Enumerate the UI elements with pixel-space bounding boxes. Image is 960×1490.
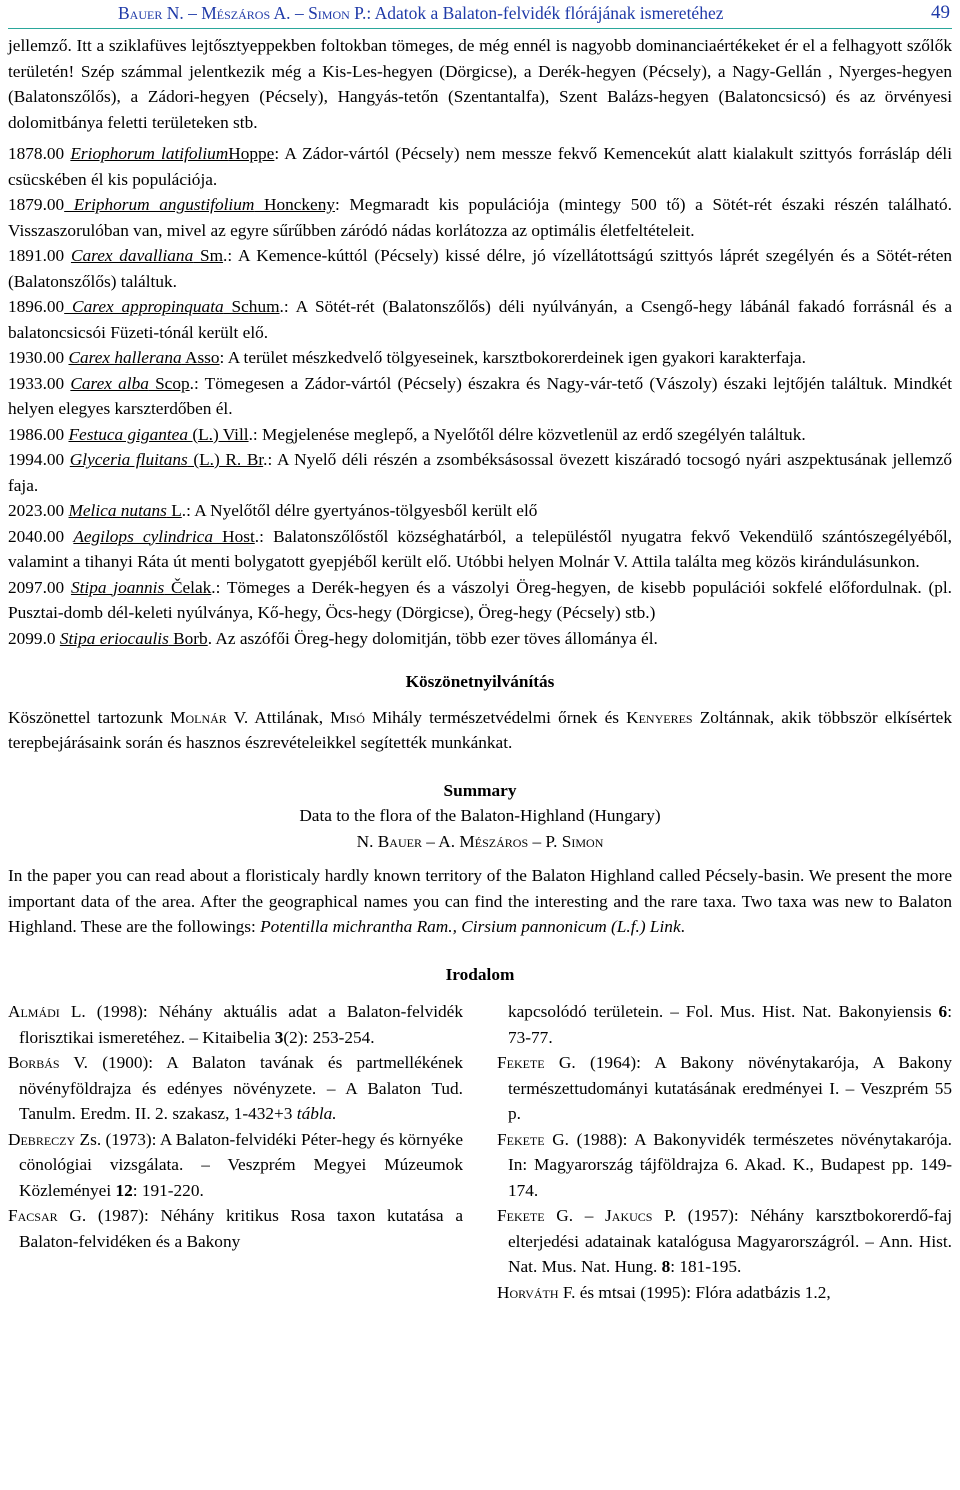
summary-authors — [8, 829, 952, 855]
references-heading: Irodalom — [445, 964, 515, 984]
reference-item — [497, 1203, 952, 1280]
references-left-column — [8, 999, 463, 1305]
ack-heading: Köszönetnyilvánítás — [405, 672, 555, 691]
taxon-list — [8, 141, 952, 651]
entry-text: .: A Nyelőtől délre gyertyános-tölgyesből került elő — [181, 501, 538, 520]
taxon-entry — [8, 141, 952, 192]
taxon-author: Honckeny — [254, 195, 335, 214]
taxon-name: Carex hallerana — [68, 348, 182, 367]
reference-item — [497, 1280, 952, 1306]
entry-text: : A terület mészkedvelő tölgyeseinek, karsztbokorerdeinek igen gyakori karakterfaja. — [219, 348, 806, 367]
reference-author: Fekete — [497, 1206, 545, 1225]
reference-author: Facsar — [8, 1206, 58, 1225]
summary-heading: Summary — [443, 780, 517, 800]
entry-text: . Az aszófői Öreg-hegy dolomitján, több ezer töves állománya él. — [207, 628, 658, 648]
entry-text: .: Tömeges a Derék-hegyen és a vászolyi Öreg-hegyen, de kisebb populációi sokfelé előfordulnak. (pl. Pusztai-domb dél-keleti nyúlványa, Kő-hegy, Öcs-hegy (Dörgicse), Öreg-hegy (Pécsely) stb.) — [8, 577, 952, 622]
reference-text: F. és mtsai (1995): Flóra adatbázis 1.2, — [558, 1282, 831, 1302]
intro-paragraph: jellemző. Itt a sziklafüves lejtősztyeppekben foltokban tömeges, de még ennél is nagyobb dominanciaértékeket ér el a felhagyott szőlők területén! Szép számmal jelentkezik még a Kis-Les-hegyen (Dörgicse), a Derék-hegyen (Pécsely), a Nagy-Gellán , Nyerges-hegyen (Balatonszőlős), a Zádori-hegyen (Pécsely), Hangyás-tetőn (Szentantalfa), Szent Balázs-hegyen (Balatoncsicsó) és az örvényesi dolomitbánya feletti területeken stb. — [8, 36, 952, 132]
author-name: Mészáros — [459, 831, 529, 851]
taxon-entry — [8, 498, 952, 524]
taxon-entry — [8, 447, 952, 498]
reference-author: Fekete — [497, 1129, 545, 1149]
page — [8, 0, 952, 1305]
author-name: Simon — [561, 831, 604, 851]
taxon-author: Hoppe — [228, 144, 275, 163]
reference-italic: tábla. — [296, 1104, 337, 1123]
reference-volume: 3 — [274, 1027, 284, 1047]
entry-number: 2023.00 — [8, 501, 69, 520]
taxon-author: Borb — [168, 628, 208, 648]
ack-text-part: Köszönettel tartozunk — [8, 707, 171, 727]
separator: – — [183, 3, 202, 23]
reference-pages: (2): 253-254. — [283, 1027, 375, 1047]
reference-author: Borbás — [8, 1053, 60, 1072]
taxon-author: (L.) R. Br — [187, 450, 264, 469]
reference-author: Debreczy — [8, 1129, 76, 1149]
entry-text: .: Tömegesen a Zádor-vártól (Pécsely) északra és Nagy-vár-tető (Vászoly) északi lejtőjén találtuk. Mindkét helyen elegyes karszterdőben él. — [8, 373, 952, 418]
reference-pages: : 191-220. — [132, 1180, 204, 1200]
reference-author: Horváth — [497, 1282, 559, 1302]
taxon-name: Carex davalliana — [70, 246, 194, 265]
taxon-author: Schum — [223, 297, 280, 316]
summary-title: Data to the flora of the Balaton-Highland (Hungary) — [299, 806, 661, 825]
reference-volume: 8 — [661, 1257, 671, 1276]
taxon-entry — [8, 192, 952, 243]
reference-text: kapcsolódó területein. – Fol. Mus. Hist. Nat. Bakonyiensis — [508, 1002, 939, 1021]
person-name: Molnár — [170, 707, 227, 727]
running-title — [118, 0, 724, 26]
taxon-name: Festuca gigantea — [68, 424, 188, 444]
entry-text: .: Balatonszőlőstől községhatárból, a településtől nyugatra fekvő Vekendülő szántószegélyéből, valamint a tihanyi Ráta út menti bolygatott gyepjéből került elő. Utóbbi helyen Molnár V. Attila találta meg közös kirándulásunkon. — [8, 526, 952, 571]
reference-pages: : 73-77. — [508, 1002, 952, 1047]
taxon-name: Stipa eriocaulis — [59, 628, 169, 648]
entry-number: 1986.00 — [8, 424, 69, 444]
reference-author: Fekete — [497, 1053, 545, 1072]
taxon-name: Eriophorum latifolium — [70, 144, 229, 163]
taxon-name: Stipa joannis — [70, 577, 165, 597]
reference-text: Zs. (1973): A Balaton-felvidéki Péter-hegy és környéke cönológiai vizsgálata. – Veszprém Megyei Múzeumok Közleményei — [19, 1129, 463, 1200]
reference-volume: 6 — [938, 1002, 948, 1021]
taxon-author: Sm — [193, 246, 224, 265]
reference-text: G. (1987): Néhány kritikus Rosa taxon kutatása a Balaton-felvidéken és a Bakony — [19, 1206, 463, 1251]
entry-number: 1930.00 — [8, 348, 69, 367]
reference-pages: : 181-195. — [670, 1257, 742, 1276]
entry-number: 1878.00 — [8, 144, 71, 163]
ack-text-part: Mihály természetvédelmi őrnek és — [364, 707, 627, 727]
author-1: Bauer N. — [118, 3, 184, 23]
taxon-entry — [8, 345, 952, 371]
reference-volume: 12 — [115, 1180, 133, 1200]
taxon-entry — [8, 524, 952, 575]
reference-text: G. (1988): A Bakonyvidék természetes növénytakarója. In: Magyarország tájföldrajza 6. Akad. K., Budapest pp. 149-174. — [508, 1129, 952, 1200]
entry-text: .: Megjelenése meglepő, a Nyelőtől délre közvetlenül az erdő szegélyén találtuk. — [248, 424, 806, 444]
taxon-author: (L.) Vill — [188, 424, 249, 444]
taxon-author: Host — [213, 526, 255, 546]
author-3: Simon P. — [308, 3, 367, 23]
summary-body — [8, 863, 952, 940]
author-2: Mészáros A. — [201, 3, 291, 23]
running-title-text: : Adatok a Balaton-felvidék flórájának ismeretéhez — [366, 3, 724, 23]
reference-text: V. (1900): A Balaton tavának és partmellékének növényföldrajza és edényes növényzete. – A Balaton Tud. Tanulm. Eredm. II. 2. szakasz, 1-432+3 — [19, 1053, 463, 1123]
ack-text-part: V. Attilának, — [226, 707, 331, 727]
reference-text: P. (1957): Néhány karsztbokorerdő-faj elterjedési adatainak katalógusa Magyarországról. – Ann. Hist. Nat. Mus. Nat. Hung. — [508, 1206, 952, 1276]
author-initial: – P. — [528, 831, 562, 851]
references-columns — [8, 999, 952, 1305]
ack-text — [8, 705, 952, 756]
taxon-entry — [8, 575, 952, 626]
entry-text: .: A Sötét-rét (Balatonszőlős) déli nyúlványán, a Csengő-hegy lábánál fakadó forrásnál és a balatoncsicsói Füzeti-tónál került elő. — [8, 297, 953, 342]
taxon-name: Eriphorum angustifolium — [64, 195, 255, 214]
entry-text: .: A Kemence-kúttól (Pécsely) kissé délre, jó vízellátottságú szittyós láprét szegélyén és a Sötét-réten (Balatonszőlős) találtuk. — [8, 246, 953, 291]
running-header — [8, 0, 952, 29]
entry-text: .: A Nyelő déli részén a zsombéksásossal övezett kiszáradó tocsogó nyári aszpektusának jellemző faja. — [8, 450, 953, 495]
person-name: Misó — [330, 707, 365, 727]
entry-number: 1933.00 — [8, 373, 71, 393]
entry-number: 2040.00 — [8, 526, 74, 546]
entry-number: 1879.00 — [8, 195, 65, 214]
entry-number: 2097.00 — [8, 577, 71, 597]
reference-author: Almádi — [8, 1002, 60, 1021]
reference-item — [8, 1203, 463, 1254]
entry-number: 1994.00 — [8, 450, 70, 469]
taxon-name: Glyceria fluitans — [69, 450, 188, 469]
reference-author: Jakucs — [605, 1206, 653, 1225]
entry-text: : A Zádor-vártól (Pécsely) nem messze fekvő Kemencekút alatt kialakult szittyós forrásláp déli csücskében él kis populációja. — [8, 144, 952, 189]
reference-item — [8, 1127, 463, 1204]
summary-text: In the paper you can read about a floristicaly hardly known territory of the Balaton Highland called Pécsely-basin. We present the more important data of the area. After the geographical names you can find the interesting and the rare taxa. Two taxa was new to Balaton Highland. These are the followings: — [8, 866, 952, 936]
entry-number: 1896.00 — [8, 297, 65, 316]
entry-number: 1891.00 — [8, 246, 71, 265]
author-name: Bauer — [377, 831, 422, 851]
author-initial: – A. — [421, 831, 460, 851]
taxon-author: L — [166, 501, 182, 520]
reference-item — [8, 999, 463, 1050]
references-right-column — [497, 999, 952, 1305]
reference-text: L. (1998): Néhány aktuális adat a Balaton-felvidék florisztikai ismeretéhez. – Kitaibelia — [19, 1002, 463, 1047]
author-initial: N. — [356, 831, 378, 851]
taxon-name: Carex alba — [70, 373, 149, 393]
reference-item — [497, 1127, 952, 1204]
taxon-name: Melica nutans — [68, 501, 167, 520]
ack-text-part: Zoltánnak, akik többször elkísértek terepbejárásaink során és hasznos észrevételeikkel segítették munkánkat. — [8, 707, 952, 752]
reference-item — [8, 1050, 463, 1127]
reference-text: G. – — [544, 1206, 606, 1225]
page-number: 49 — [931, 2, 950, 23]
taxon-author: Scop — [148, 373, 190, 393]
acknowledgements — [8, 669, 952, 756]
entry-number: 2099.0 — [8, 628, 60, 648]
reference-text: G. (1964): A Bakony növénytakarója, A Bakony természettudományi kutatásának eredményei I. – Veszprém 55 p. — [508, 1053, 952, 1123]
summary-section — [8, 778, 952, 940]
taxon-entry — [8, 371, 952, 422]
taxon-name: Carex appropinquata — [64, 297, 224, 316]
taxon-entry — [8, 422, 952, 448]
reference-continuation — [497, 999, 952, 1050]
taxon-author: Asso — [181, 348, 220, 367]
references-section — [8, 962, 952, 1306]
summary-end: . — [680, 917, 685, 936]
separator: – — [290, 3, 309, 23]
summary-taxa: Potentilla michrantha Ram., Cirsium pannonicum (L.f.) Link — [260, 917, 681, 936]
entry-text: : Megmaradt kis populációja (mintegy 500 tő) a Sötét-rét északi részén található. Visszaszorulóban van, mivel az egyre sűrűbben záródó nádas korlátozza az optimális életfeltételeit. — [8, 195, 952, 240]
person-name: Kenyeres — [626, 707, 693, 727]
taxon-name: Aegilops cylindrica — [73, 526, 213, 546]
taxon-entry — [8, 243, 952, 294]
taxon-author: Čelak — [164, 577, 212, 597]
taxon-entry — [8, 626, 952, 652]
taxon-entry — [8, 294, 952, 345]
reference-item — [497, 1050, 952, 1127]
